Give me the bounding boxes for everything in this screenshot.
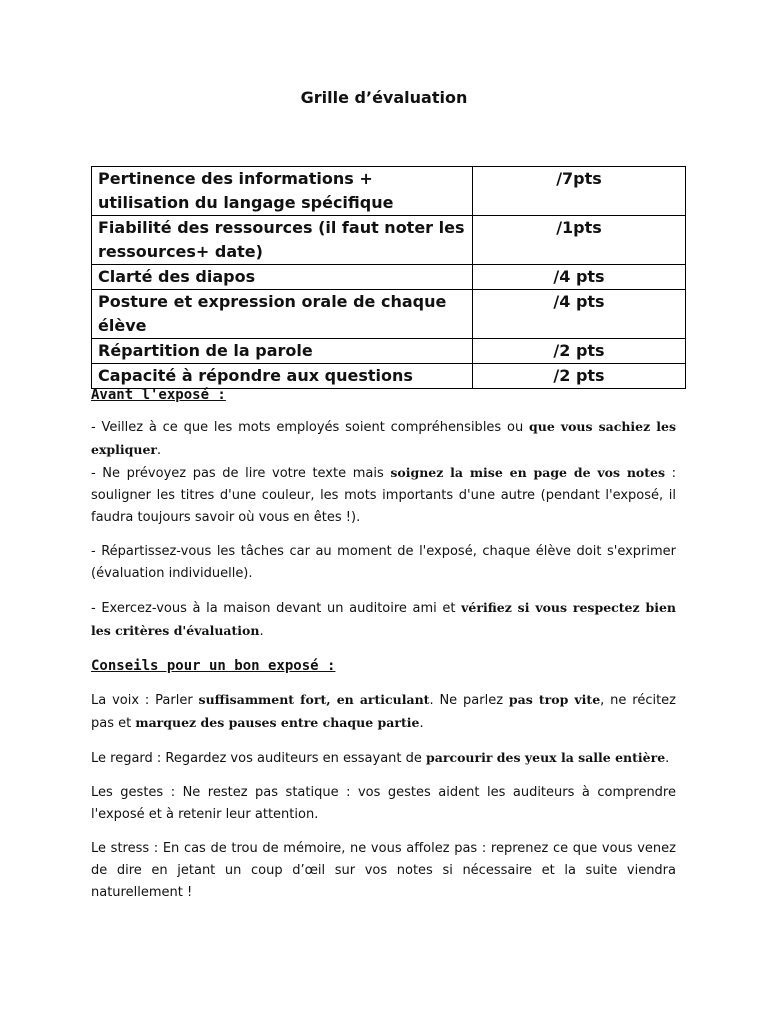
bold-text: que vous sachiez les expliquer xyxy=(91,419,676,457)
table-row xyxy=(92,339,686,364)
section-heading-conseils: Conseils pour un bon exposé : xyxy=(91,658,336,674)
text-run: . xyxy=(665,751,670,766)
criterion-cell: Fiabilité des ressources (il faut noter les ressources+ date) xyxy=(92,216,473,265)
section-heading-avant: Avant l'exposé : xyxy=(91,387,226,403)
text-run: - Ne prévoyez pas de lire votre texte mais xyxy=(91,466,391,481)
bold-text: vérifiez si vous respectez bien les critères d'évaluation xyxy=(91,600,676,638)
points-cell: /2 pts xyxy=(473,339,686,364)
paragraph-stress xyxy=(91,838,676,904)
bold-text: suffisamment fort, en articulant xyxy=(198,692,430,707)
bold-text: soignez la mise en page de vos notes xyxy=(390,465,666,480)
text-run: - Répartissez-vous les tâches car au moment de l'exposé, chaque élève doit s'exprimer (évaluation individuelle). xyxy=(91,544,676,581)
paragraph-notes xyxy=(91,462,676,529)
text-run: . Ne parlez xyxy=(429,693,509,708)
points-cell: /2 pts xyxy=(473,364,686,389)
bold-text: marquez des pauses entre chaque partie xyxy=(135,715,420,730)
criterion-cell: Posture et expression orale de chaque élève xyxy=(92,290,473,339)
evaluation-grid xyxy=(91,166,686,389)
criterion-cell: Répartition de la parole xyxy=(92,339,473,364)
paragraph-tasks xyxy=(91,541,676,585)
points-cell: /4 pts xyxy=(473,265,686,290)
points-cell: /4 pts xyxy=(473,290,686,339)
text-run: La voix : Parler xyxy=(91,693,199,708)
points-cell: /1pts xyxy=(473,216,686,265)
text-run: Les gestes : Ne restez pas statique : vos gestes aident les auditeurs à comprendre l'exposé et à retenir leur attention. xyxy=(91,785,676,822)
paragraph-practice xyxy=(91,597,676,643)
page-title: Grille d’évaluation xyxy=(300,88,468,107)
bold-text: pas trop vite xyxy=(508,692,601,707)
text-run: . xyxy=(259,624,264,639)
criterion-cell: Capacité à répondre aux questions xyxy=(92,364,473,389)
points-cell: /7pts xyxy=(473,167,686,216)
text-run: . xyxy=(157,443,162,458)
criterion-cell: Clarté des diapos xyxy=(92,265,473,290)
text-run: - Veillez à ce que les mots employés soient compréhensibles ou xyxy=(91,420,530,435)
text-run: Le stress : En cas de trou de mémoire, ne vous affolez pas : reprenez ce que vous venez de dire en jetant un coup d’œil sur vos notes si nécessaire et la suite viendra naturellement ! xyxy=(91,841,676,900)
criterion-cell: Pertinence des informations + utilisation du langage spécifique xyxy=(92,167,473,216)
table-row xyxy=(92,290,686,339)
text-run: . xyxy=(419,716,424,731)
bold-text: parcourir des yeux la salle entière xyxy=(426,750,666,765)
paragraph-gestes xyxy=(91,782,676,826)
text-run: - Exercez-vous à la maison devant un auditoire ami et xyxy=(91,601,462,616)
text-run: , ne récitez pas et xyxy=(91,693,677,731)
advice-content xyxy=(91,384,676,904)
paragraph-voix xyxy=(91,689,676,735)
table-row xyxy=(92,265,686,290)
paragraph-vocabulary xyxy=(91,416,676,462)
text-run: Le regard : Regardez vos auditeurs en essayant de xyxy=(91,751,427,766)
table-row xyxy=(92,167,686,216)
paragraph-regard xyxy=(91,747,676,770)
text-run: : souligner les titres d'une couleur, les mots importants d'une autre (pendant l'exposé, il faudra toujours savoir où vous en êtes !). xyxy=(91,466,677,525)
table-row xyxy=(92,216,686,265)
